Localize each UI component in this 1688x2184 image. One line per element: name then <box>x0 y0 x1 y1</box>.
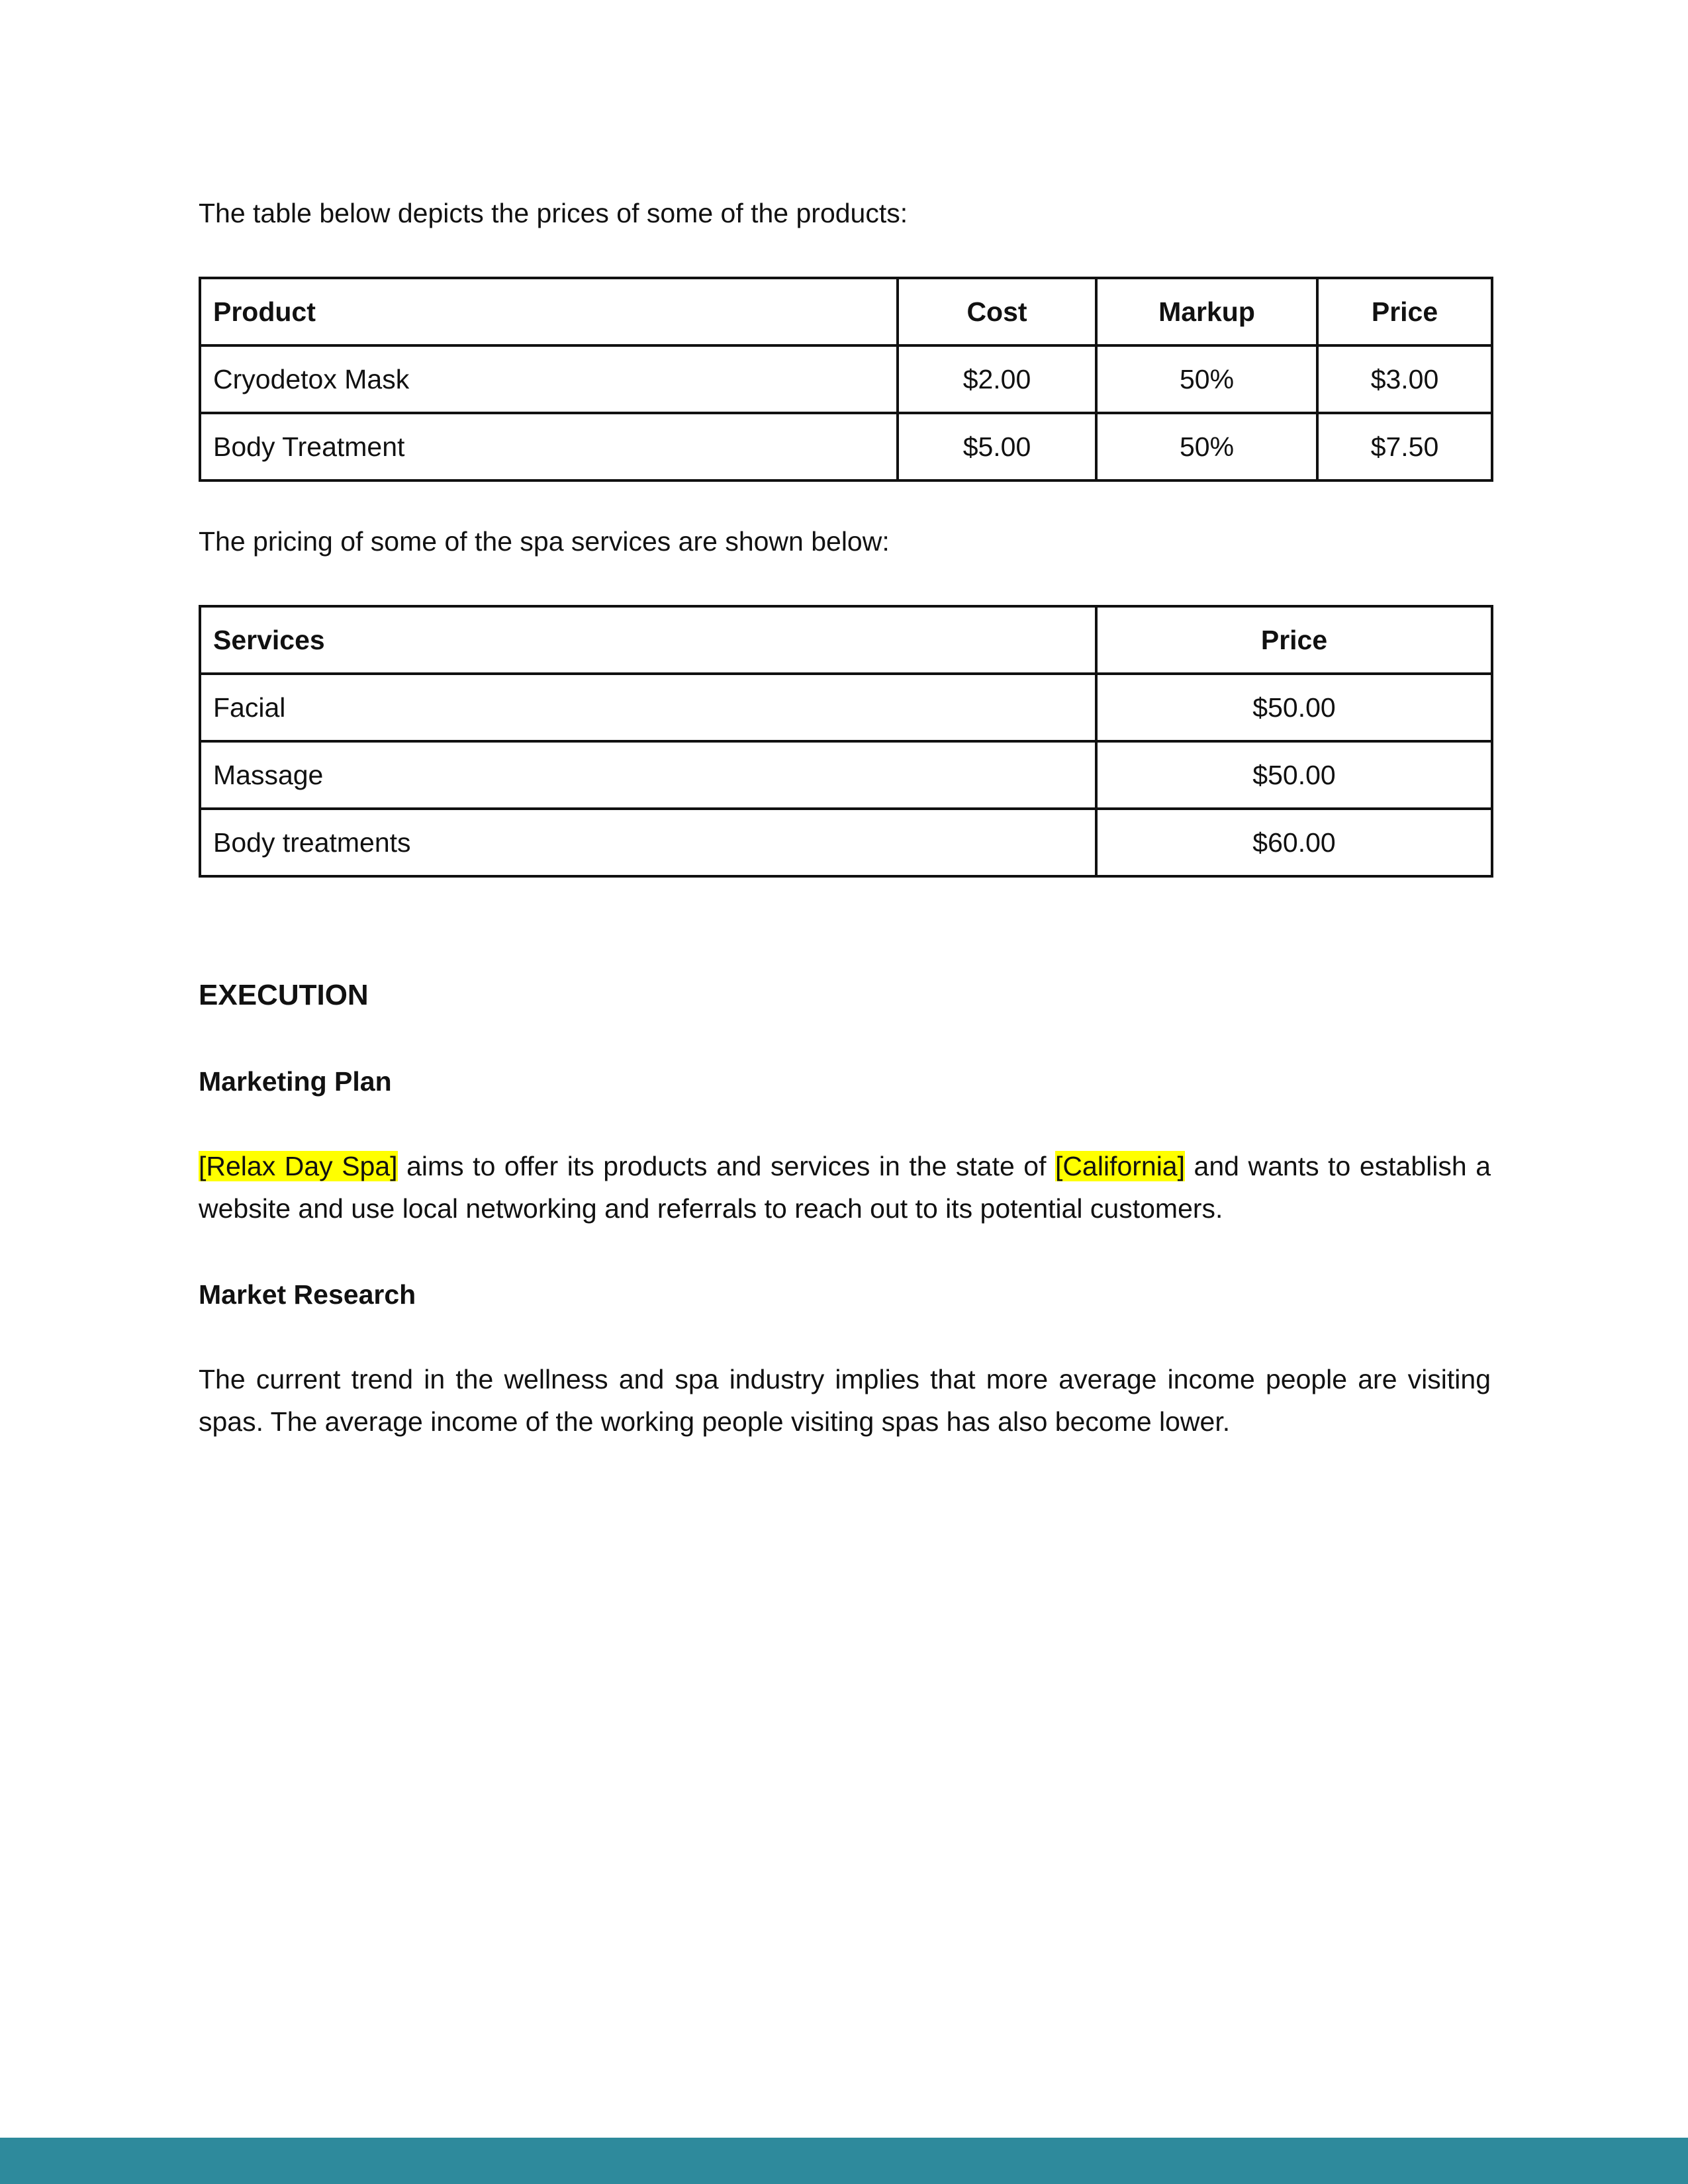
table-row <box>200 809 1492 876</box>
product-name-cell: Body Treatment <box>200 413 898 480</box>
product-name-cell: Cryodetox Mask <box>200 345 898 413</box>
product-price-cell: $7.50 <box>1317 413 1492 480</box>
market-research-paragraph: The current trend in the wellness and spa industry implies that more average income people are visiting spas. The average income of the working people visiting spas has also become lower. <box>199 1364 1491 1437</box>
service-name-cell: Body treatments <box>200 809 1096 876</box>
service-price-cell: $50.00 <box>1096 674 1492 741</box>
company-name-highlight: [Relax Day Spa] <box>199 1151 398 1181</box>
marketing-plan-heading: Marketing Plan <box>199 1066 392 1097</box>
table-row <box>200 741 1492 809</box>
service-price-cell: $60.00 <box>1096 809 1492 876</box>
product-markup-cell: 50% <box>1096 413 1317 480</box>
services-table-header-row <box>200 606 1492 674</box>
execution-heading: EXECUTION <box>199 979 369 1011</box>
product-cost-cell: $2.00 <box>898 345 1096 413</box>
service-name-cell: Facial <box>200 674 1096 741</box>
products-intro-text: The table below depicts the prices of some of the products: <box>199 198 908 228</box>
marketing-plan-text-1: aims to offer its products and services in the state of <box>397 1151 1056 1181</box>
products-header-product: Product <box>200 278 898 345</box>
services-table <box>199 605 1493 878</box>
document-page <box>199 192 1491 1443</box>
products-header-cost: Cost <box>898 278 1096 345</box>
products-table-header-row <box>200 278 1492 345</box>
table-row <box>200 413 1492 480</box>
product-price-cell: $3.00 <box>1317 345 1492 413</box>
footer-bar <box>0 2138 1688 2184</box>
services-header-services: Services <box>200 606 1096 674</box>
market-research-heading: Market Research <box>199 1279 416 1310</box>
state-name-highlight: [California] <box>1055 1151 1186 1181</box>
services-header-price: Price <box>1096 606 1492 674</box>
products-table <box>199 277 1493 482</box>
table-row <box>200 674 1492 741</box>
products-header-price: Price <box>1317 278 1492 345</box>
product-cost-cell: $5.00 <box>898 413 1096 480</box>
services-intro-text: The pricing of some of the spa services are shown below: <box>199 526 890 557</box>
product-markup-cell: 50% <box>1096 345 1317 413</box>
marketing-plan-paragraph <box>199 1145 1491 1230</box>
table-row <box>200 345 1492 413</box>
service-price-cell: $50.00 <box>1096 741 1492 809</box>
marketing-plan-text-2: and wants to establish a website and use local networking and referrals to reach out to its potential customers. <box>199 1151 1491 1224</box>
products-header-markup: Markup <box>1096 278 1317 345</box>
service-name-cell: Massage <box>200 741 1096 809</box>
